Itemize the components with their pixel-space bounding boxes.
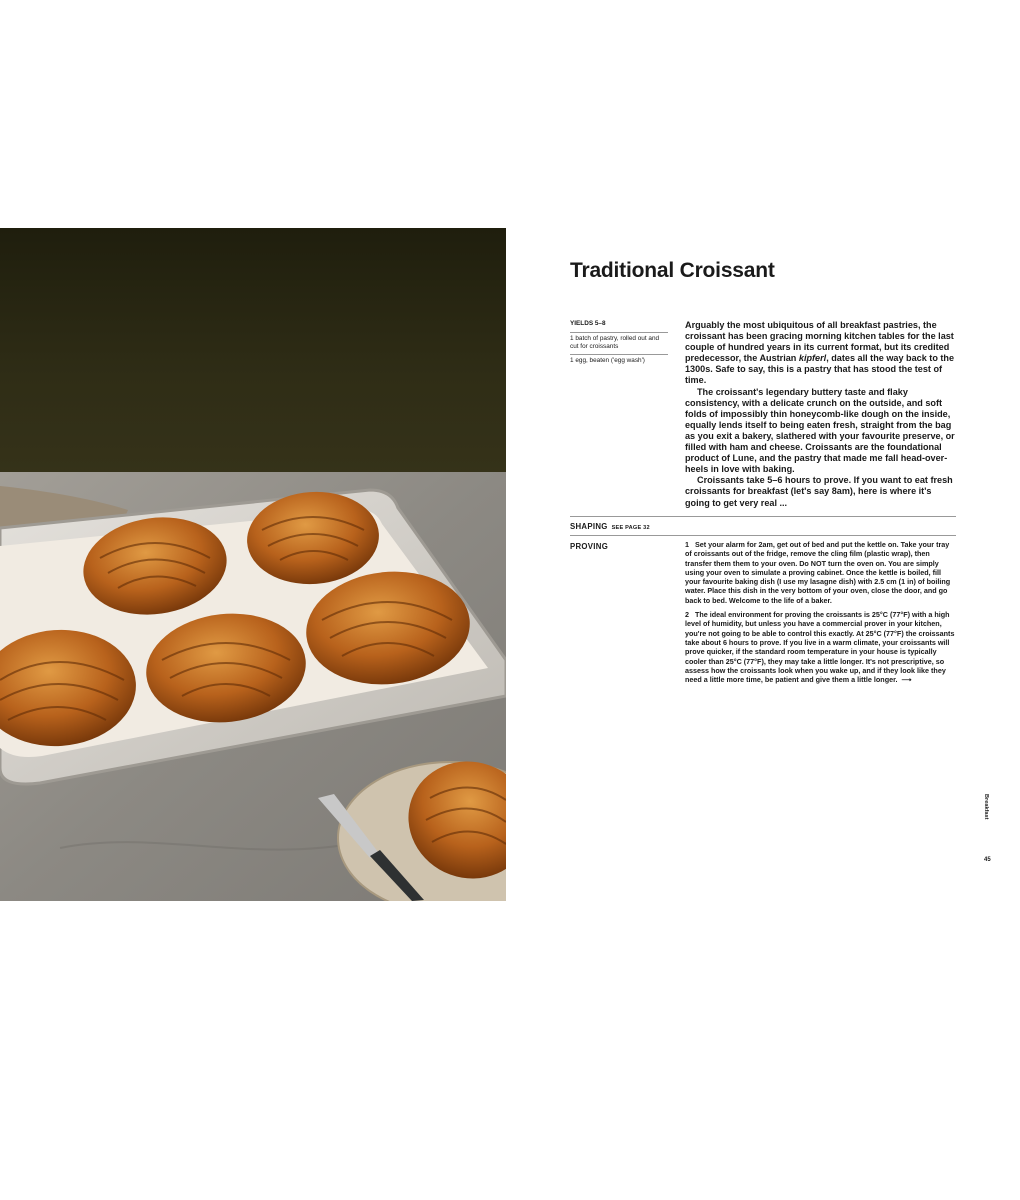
step-text: The ideal environment for proving the croissants is 25°C (77°F) with a high level of humidity, but unless you have a commercial prover in your kitchen, you're not going to be able to control this exactly. At 25°C (77°F) the croissants take about 6 hours to prove. If you live in a warm climate, your croissants will prove quicker, if the standard room temperature in your house is typically cooler than 25°C (77°F), they may take a little longer. It's not prescriptive, so assess how the croissants look when you wake up, and if they look like they need a little more time, be patient and give them a little longer. — [685, 610, 955, 685]
section-divider — [570, 516, 956, 517]
proving-steps — [685, 540, 957, 689]
step-item — [685, 540, 957, 605]
wall-background — [0, 228, 506, 474]
ingredient-item: 1 batch of pastry, rolled out and cut for croissants — [570, 333, 668, 355]
recipe-title: Traditional Croissant — [570, 259, 775, 282]
recipe-intro — [685, 320, 957, 509]
shaping-label: SHAPING — [570, 522, 608, 531]
croissant-photo — [0, 228, 506, 901]
step-number: 1 — [685, 540, 689, 549]
page-number: 45 — [984, 857, 991, 863]
intro-paragraph: The croissant's legendary buttery taste and flaky consistency, with a delicate crunch on the outside, and soft folds of impossibly thin honeycomb-like dough on the inside, equally lends itself to being eaten fresh, straight from the bag as you exit a bakery, slathered with your favourite preserve, or filled with ham and cheese. Croissants are the foundational product of Lune, and the pastry that made me fall head-over-heels in love with baking. — [685, 386, 955, 475]
step-item — [685, 610, 957, 684]
intro-paragraph: Arguably the most ubiquitous of all breakfast pastries, the croissant has been gracing morning kitchen tables for the last couple of hundred years in its current format, but its credited predecessor, the Austrian kipferl, dates all the way back to the 1300s. Safe to say, this is a pastry that has stood the test of time. — [685, 320, 955, 386]
yields-label: YIELDS 5–8 — [570, 320, 668, 333]
step-number: 2 — [685, 610, 689, 620]
intro-paragraph: Croissants take 5–6 hours to prove. If you want to eat fresh croissants for breakfast (let's say 8am), here is where it's going to get very real ... — [685, 475, 953, 508]
ingredient-item: 1 egg, beaten ('egg wash') — [570, 357, 645, 364]
ingredients-list — [570, 320, 668, 368]
shaping-page-ref: SEE PAGE 32 — [611, 525, 650, 531]
shaping-heading — [570, 522, 650, 531]
continue-arrow-icon: ⟶ — [901, 675, 912, 685]
kipferl-emphasis: kipferl — [798, 353, 827, 364]
proving-heading: PROVING — [570, 542, 609, 551]
section-running-head: Breakfast — [983, 794, 989, 820]
step-text: Set your alarm for 2am, get out of bed and put the kettle on. Take your tray of croissants out of the fridge, remove the cling film (plastic wrap), then transfer them them to your oven. Do NOT turn the oven on. You are simply using your oven to simulate a proving cabinet. Once the kettle is boiled, fill your favourite baking dish (I use my lasagne dish) with 2.5 cm (1 in) of boiling water. Place this dish in the very bottom of your oven, close the door, and go back to bed. Welcome to the life of a baker. — [685, 540, 951, 605]
section-divider — [570, 535, 956, 536]
